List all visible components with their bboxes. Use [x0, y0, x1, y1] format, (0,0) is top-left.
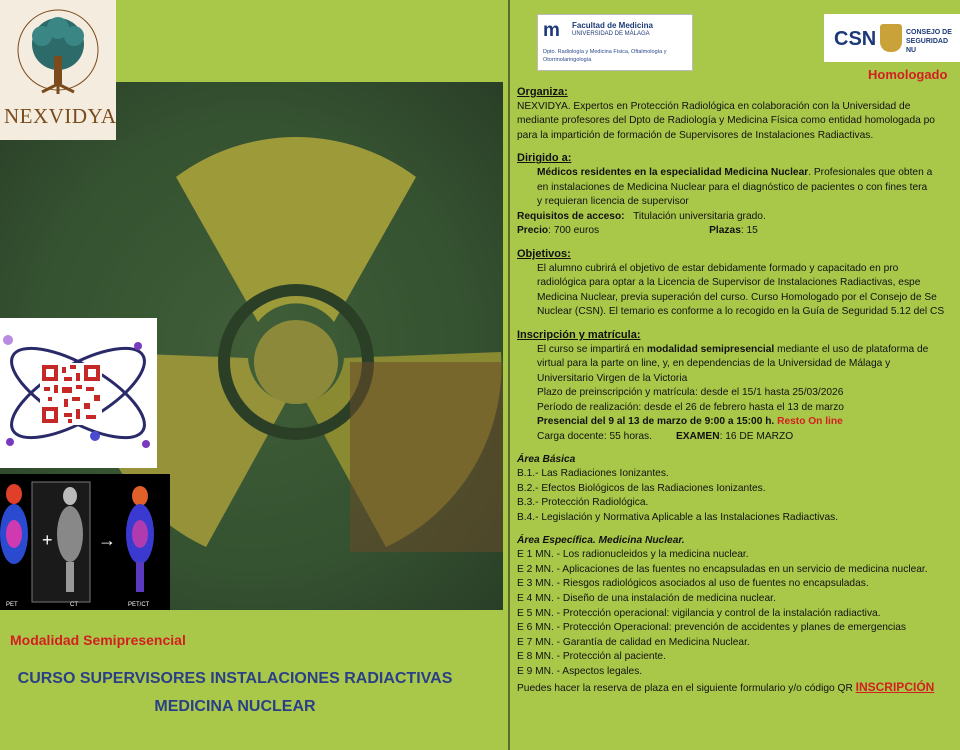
objetivos-line: El alumno cubrirá el objetivo de estar debidamente formado y capacitado en pro: [537, 262, 899, 274]
organiza-line: para la impartición de formación de Supervisores de Instalaciones Radiactivas.: [517, 129, 874, 141]
dirigido-bold: Médicos residentes en la especialidad Medicina Nuclear: [537, 166, 809, 178]
organiza-line: mediante profesores del Dpto de Radiología y Medicina Física como entidad homologada po: [517, 115, 935, 127]
nexvidya-name: NEXVIDYA: [4, 104, 116, 128]
universidad-name: UNIVERSIDAD DE MÁLAGA: [572, 31, 650, 37]
area-basica-item: B.1.- Las Radiaciones Ionizantes.: [517, 468, 669, 480]
area-basica-item: B.2.- Efectos Biológicos de las Radiaciones Ionizantes.: [517, 482, 766, 494]
area-especifica-item: E 3 MN. - Riesgos radiológicos asociados al uso de fuentes no encapsuladas.: [517, 578, 869, 590]
objetivos-line: Medicina Nuclear, previa superación del curso. Curso Homologado por el Consejo de Se: [537, 291, 937, 303]
dirigido-line: [517, 166, 960, 181]
objetivos-line: Nuclear (CSN). El temario es conforme a lo recogido en la Guía de Seguridad 5.12 del CS: [537, 306, 945, 318]
course-title-line1: CURSO SUPERVISORES INSTALACIONES RADIACTIVAS: [17, 670, 453, 687]
scan-label-petct: PET/CT: [128, 602, 150, 608]
precio-value: : 700 euros: [548, 225, 600, 237]
area-basica-heading: Área Básica: [517, 453, 576, 465]
csn-logo: [824, 14, 960, 62]
csn-full-name: [906, 28, 960, 55]
inscripcion-line: Universitario Virgen de la Victoria: [537, 372, 688, 384]
area-basica-item: B.3.- Protección Radiológica.: [517, 497, 649, 509]
area-basica-item: B.4.- Legislación y Normativa Aplicable a las Instalaciones Radiactivas.: [517, 512, 839, 524]
qr-card[interactable]: [0, 318, 157, 468]
plazas-value: : 15: [740, 225, 758, 237]
carga-docente: Carga docente: 55 horas.: [537, 431, 652, 443]
requisitos-value: Titulación universitaria grado.: [633, 210, 766, 222]
examen-label: EXAMEN: [675, 431, 720, 443]
plazo-line: Plazo de preinscripción y matrícula: desde el 15/1 hasta 25/03/2026: [537, 387, 844, 399]
requisitos-label: Requisitos de acceso:: [517, 210, 625, 222]
inscripcion-text: mediante el uso de plataforma de: [774, 343, 929, 355]
csn-seguridad: SEGURIDAD NU: [906, 38, 949, 54]
dirigido-rest: . Profesionales que obten a: [808, 166, 933, 178]
inscripcion-bold: modalidad semipresencial: [646, 343, 775, 355]
examen-date: : 16 DE MARZO: [719, 431, 794, 443]
objetivos-heading: Objetivos:: [517, 247, 571, 260]
inscripcion-line: [517, 343, 960, 358]
precio-line: [517, 224, 960, 239]
tree-icon: [14, 6, 102, 102]
periodo-line: Período de realización: desde el 26 de febrero hasta el 13 de marzo: [537, 401, 844, 413]
course-title-line2: MEDICINA NUCLEAR: [154, 698, 316, 715]
pet-ct-scan-image: [0, 474, 170, 610]
modalidad-label: Modalidad Semipresencial: [10, 632, 186, 648]
qr-code-icon[interactable]: [40, 363, 102, 425]
requisitos-line: [517, 210, 960, 225]
facultad-name: Facultad de Medicina: [572, 21, 653, 30]
scan-label-pet: PET: [6, 602, 18, 608]
course-info: [517, 85, 960, 696]
precio-label: Precio: [517, 225, 549, 237]
inscripcion-text: El curso se impartirá en: [537, 343, 647, 355]
inscripcion-link[interactable]: INSCRIPCIÓN: [855, 679, 935, 694]
facultad-medicina-logo: [537, 14, 693, 71]
carga-line: [517, 430, 960, 445]
svg-text:→: →: [98, 530, 116, 550]
reserva-text: Puedes hacer la reserva de plaza en el siguiente formulario y/o código QR: [517, 682, 856, 694]
homologado-label: Homologado: [868, 67, 948, 82]
body-scan-icon: [0, 474, 170, 610]
objetivos-line: radiológica para optar a la Licencia de Supervisor de Instalaciones Radiactivas, espe: [537, 277, 921, 289]
csn-consejo: CONSEJO DE: [906, 29, 952, 36]
area-especifica-item: E 6 MN. - Protección Operacional: prevención de accidentes y planes de emergencias: [517, 622, 907, 634]
scan-label-ct: CT: [70, 602, 78, 608]
presencial-line: [517, 415, 960, 430]
dirigido-line: y requieran licencia de supervisor: [537, 196, 689, 208]
department-name: Dpto. Radiología y Medicina Física, Oftalmología y Otorrinolaringología: [543, 49, 667, 63]
area-especifica-item: E 4 MN. - Diseño de una instalación de medicina nuclear.: [517, 593, 776, 604]
area-especifica-item: E 8 MN. - Protección al paciente.: [517, 651, 666, 663]
organiza-heading: Organiza:: [517, 86, 568, 98]
area-especifica-item: E 2 MN. - Aplicaciones de las fuentes no encapsuladas en un servicio de medicina nuclear.: [517, 563, 928, 575]
organiza-line: NEXVIDYA. Expertos en Protección Radiológica en colaboración con la Universidad de: [517, 100, 911, 112]
reserva-line: [517, 680, 960, 697]
presencial-bold: Presencial del 9 al 13 de marzo de 9:00 a 15:00 h.: [537, 416, 775, 428]
info-panel: [510, 0, 960, 750]
csn-acronym: CSN: [834, 28, 877, 50]
dirigido-line: en instalaciones de Medicina Nuclear para el diagnóstico de pacientes o con fines tera: [537, 181, 928, 193]
area-especifica-item: E 5 MN. - Protección operacional: vigilancia y control de la instalación radiactiva.: [517, 607, 881, 619]
uma-mark-icon: m: [543, 20, 560, 41]
online-note: Resto On line: [774, 416, 843, 428]
area-especifica-item: E 7 MN. - Garantía de calidad en Medicina Nuclear.: [517, 636, 750, 648]
nexvidya-logo: [0, 0, 116, 140]
dirigido-heading: Dirigido a:: [517, 152, 572, 165]
svg-text:+: +: [42, 530, 53, 550]
coat-of-arms-icon: [880, 24, 902, 52]
plazas-label: Plazas: [709, 225, 741, 237]
area-especifica-heading: Área Específica. Medicina Nuclear.: [517, 534, 685, 546]
inscripcion-line: virtual para la parte on line, y, en dependencias de la Universidad de Málaga y: [537, 358, 891, 370]
area-especifica-item: E 1 MN. - Los radionucleidos y la medicina nuclear.: [517, 549, 749, 561]
area-especifica-item: E 9 MN. - Aspectos legales.: [517, 665, 643, 677]
inscripcion-heading: Inscripción y matrícula:: [517, 328, 641, 341]
